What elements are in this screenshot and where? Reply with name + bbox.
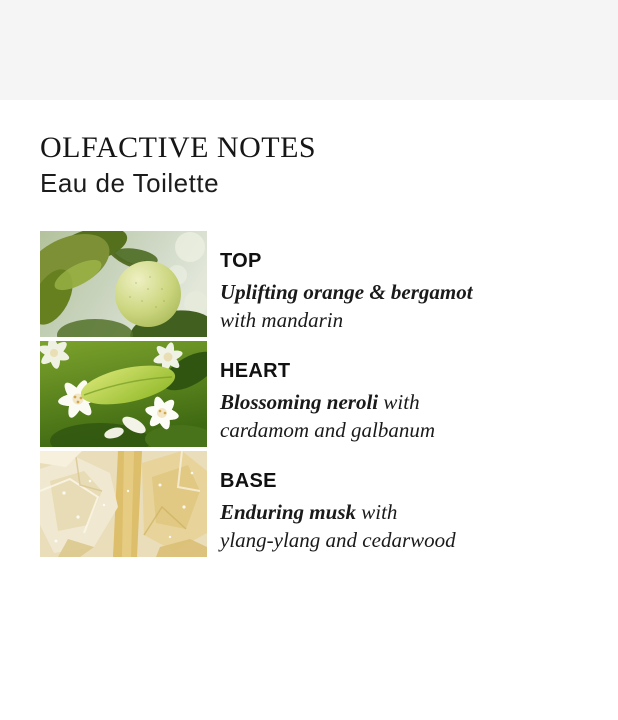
note-row-base xyxy=(40,451,580,557)
previous-section-background xyxy=(0,0,618,100)
notes-list xyxy=(40,231,580,561)
musk-crystals-illustration xyxy=(40,451,207,557)
heart-note-label: HEART xyxy=(220,360,291,382)
heart-note-secondary-line: cardamom and galbanum xyxy=(220,418,436,442)
bergamot-lime-illustration xyxy=(40,231,207,337)
base-note-secondary-line: ylang-ylang and cedarwood xyxy=(220,528,456,552)
note-row-top xyxy=(40,231,580,337)
top-note-accord-line xyxy=(220,278,473,306)
base-note-text xyxy=(220,451,456,554)
note-row-heart xyxy=(40,341,580,447)
base-note-accord-line xyxy=(220,498,456,526)
heart-note-accord-suffix: with xyxy=(378,390,420,414)
base-note-accord: Enduring musk xyxy=(220,500,356,524)
base-note-accord-suffix: with xyxy=(356,500,398,524)
section-subtitle: Eau de Toilette xyxy=(40,168,220,198)
neroli-blossom-illustration xyxy=(40,341,207,447)
top-note-label: TOP xyxy=(220,250,262,272)
heart-note-accord: Blossoming neroli xyxy=(220,390,379,414)
top-note-image xyxy=(40,231,207,337)
top-note-accord: Uplifting orange & bergamot xyxy=(220,280,473,304)
base-note-image xyxy=(40,451,207,557)
section-header xyxy=(40,131,316,198)
heart-note-text xyxy=(220,341,435,444)
section-title: OLFACTIVE NOTES xyxy=(40,131,317,164)
top-note-secondary-line: with mandarin xyxy=(220,308,344,332)
top-note-text xyxy=(220,231,473,334)
heart-note-accord-line xyxy=(220,388,435,416)
base-note-label: BASE xyxy=(220,470,277,492)
heart-note-image xyxy=(40,341,207,447)
